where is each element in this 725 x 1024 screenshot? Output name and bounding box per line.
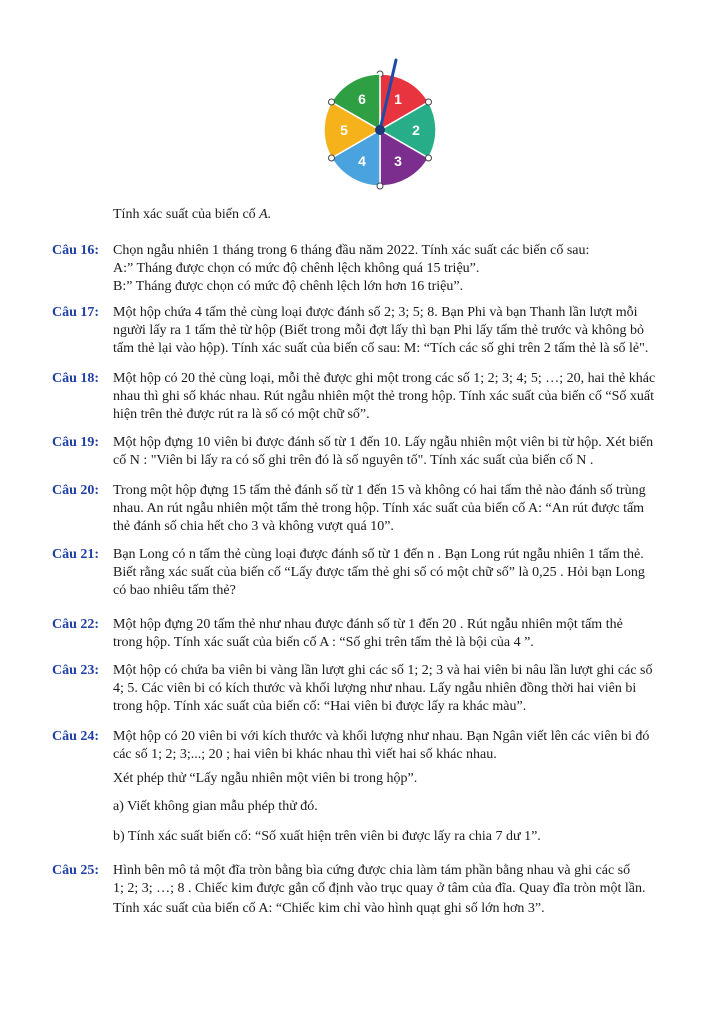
question-text-line: b) Tính xác suất biến cố: “Số xuất hiện trên viên bi được lấy ra chia 7 dư 1”. [113, 829, 541, 844]
question-label: Câu 22: [52, 617, 100, 632]
question-text-line: Một hộp chứa 4 tấm thẻ cùng loại được đánh số 2; 3; 5; 8. Bạn Phi và bạn Thanh lần lượt mỗi [113, 305, 638, 320]
wheel-sector-label: 4 [358, 153, 366, 170]
question-text-line: cố N : "Viên bi lấy ra có số ghi trên đó là số nguyên tố". Tính xác suất của biến cố N . [113, 453, 594, 468]
wheel-peg [329, 99, 335, 105]
question-text-line: A:” Tháng được chọn có mức độ chênh lệch không quá 15 triệu”. [113, 261, 480, 276]
question-text-line: nhau thì ghi số khác nhau. Rút ngẫu nhiên một thẻ trong hộp. Tính xác suất của biến cố “Số xuất [113, 389, 654, 404]
question-text-line: trong hộp. Tính xác suất của biến cố: “Hai viên bi được lấy ra khác màu”. [113, 699, 527, 714]
question-text-line: các số 1; 2; 3;...; 20 ; hai viên bi khác nhau thì viết hai số khác nhau. [113, 747, 497, 762]
question-text-line: Xét phép thử “Lấy ngẫu nhiên một viên bi trong hộp”. [113, 771, 418, 786]
question-text-line: trong hộp. Tính xác suất của biến cố A : “Số ghi trên tấm thẻ là bội của 4 ”. [113, 635, 534, 650]
question-label: Câu 20: [52, 483, 100, 498]
question-label: Câu 23: [52, 663, 100, 678]
wheel-sector-label: 1 [394, 90, 402, 107]
question-text-line: nhau. An rút ngẫu nhiên một tấm thẻ trong hộp. Tính xác suất của biến cố A: “An rút được tấm [113, 501, 645, 516]
wheel-peg [377, 183, 383, 189]
wheel-peg [426, 99, 432, 105]
question-text-line: người lấy ra 1 tấm thẻ từ hộp (Biết trong mỗi đợt lấy thì bạn Phi lấy tấm thẻ trước và không bỏ [113, 323, 644, 338]
wheel-peg [426, 155, 432, 161]
question-text-line: tấm thẻ lại vào hộp). Tính xác suất của biến cố sau: M: “Tích các số ghi trên 2 tấm thẻ là số lẻ". [113, 341, 649, 356]
question-text-line: Tính xác suất của biến cố A: “Chiếc kim chỉ vào hình quạt ghi số lớn hơn 3”. [113, 901, 545, 916]
question-text-line: Một hộp có 20 viên bi với kích thước và khối lượng như nhau. Bạn Ngân viết lên các viên bi đó [113, 729, 650, 744]
wheel-sector-label: 5 [340, 122, 348, 138]
spinner-wheel [318, 58, 446, 206]
question-text-line: a) Viết không gian mẫu phép thử đó. [113, 799, 318, 814]
question-text-line: Một hộp có 20 thẻ cùng loại, mỗi thẻ được ghi một trong các số 1; 2; 3; 4; 5; …; 20, hai thẻ khác [113, 371, 656, 386]
question-label: Câu 24: [52, 729, 100, 744]
question-label: Câu 18: [52, 371, 100, 386]
question-text-line: Trong một hộp đựng 15 tấm thẻ đánh số từ 1 đến 15 và không có hai tấm thẻ nào đánh số trùng [113, 483, 646, 498]
question-label: Câu 21: [52, 547, 100, 562]
question-text-line: có bao nhiêu tấm thẻ? [113, 583, 236, 598]
wheel-sector-label: 2 [412, 122, 420, 138]
question-text-line: Bạn Long có n tấm thẻ cùng loại được đánh số từ 1 đến n . Bạn Long rút ngẫu nhiên 1 tấm thẻ. [113, 547, 644, 562]
question-text-line: Hình bên mô tả một đĩa tròn bằng bìa cứng được chia làm tám phần bằng nhau và ghi các số [113, 863, 631, 878]
intro-line: Tính xác suất của biến cố A. [113, 207, 272, 222]
wheel-peg [329, 155, 335, 161]
question-label: Câu 17: [52, 305, 100, 320]
question-text-line: Biết rằng xác suất của biến cố “Lấy được tấm thẻ ghi số có một chữ số” là 0,25 . Hỏi bạn Long [113, 565, 645, 580]
question-label: Câu 16: [52, 243, 100, 258]
wheel-sector-label: 6 [358, 90, 366, 107]
question-text-line: Một hộp có chứa ba viên bi vàng lần lượt ghi các số 1; 2; 3 và hai viên bi nâu lần lượt ghi các số [113, 663, 653, 678]
spinner-hub [375, 125, 385, 135]
question-label: Câu 25: [52, 863, 100, 878]
question-text-line: Một hộp đựng 10 viên bi được đánh số từ 1 đến 10. Lấy ngẫu nhiên một viên bi từ hộp. Xét biến [113, 435, 654, 450]
question-text-line: thẻ đánh số chia hết cho 3 và không vượt quá 10”. [113, 519, 394, 534]
question-text-line: hiện trên thẻ được rút ra là số có một chữ số”. [113, 407, 370, 422]
wheel-sector-label: 3 [394, 153, 402, 170]
question-text-line: B:” Tháng được chọn có mức độ chênh lệch lớn hơn 16 triệu”. [113, 279, 464, 294]
question-text-line: Chọn ngẫu nhiên 1 tháng trong 6 tháng đầu năm 2022. Tính xác suất các biến cố sau: [113, 243, 590, 258]
question-text-line: Một hộp đựng 20 tấm thẻ như nhau được đánh số từ 1 đến 20 . Rút ngẫu nhiên một tấm thẻ [113, 617, 623, 632]
question-text-line: 1; 2; 3; …; 8 . Chiếc kim được gắn cố định vào trục quay ở tâm của đĩa. Quay đĩa tròn một lần. [113, 881, 646, 896]
question-text-line: 4; 5. Các viên bi có kích thước và khối lượng như nhau. Lấy ngẫu nhiên đồng thời hai viên bi [113, 681, 637, 696]
question-label: Câu 19: [52, 435, 100, 450]
